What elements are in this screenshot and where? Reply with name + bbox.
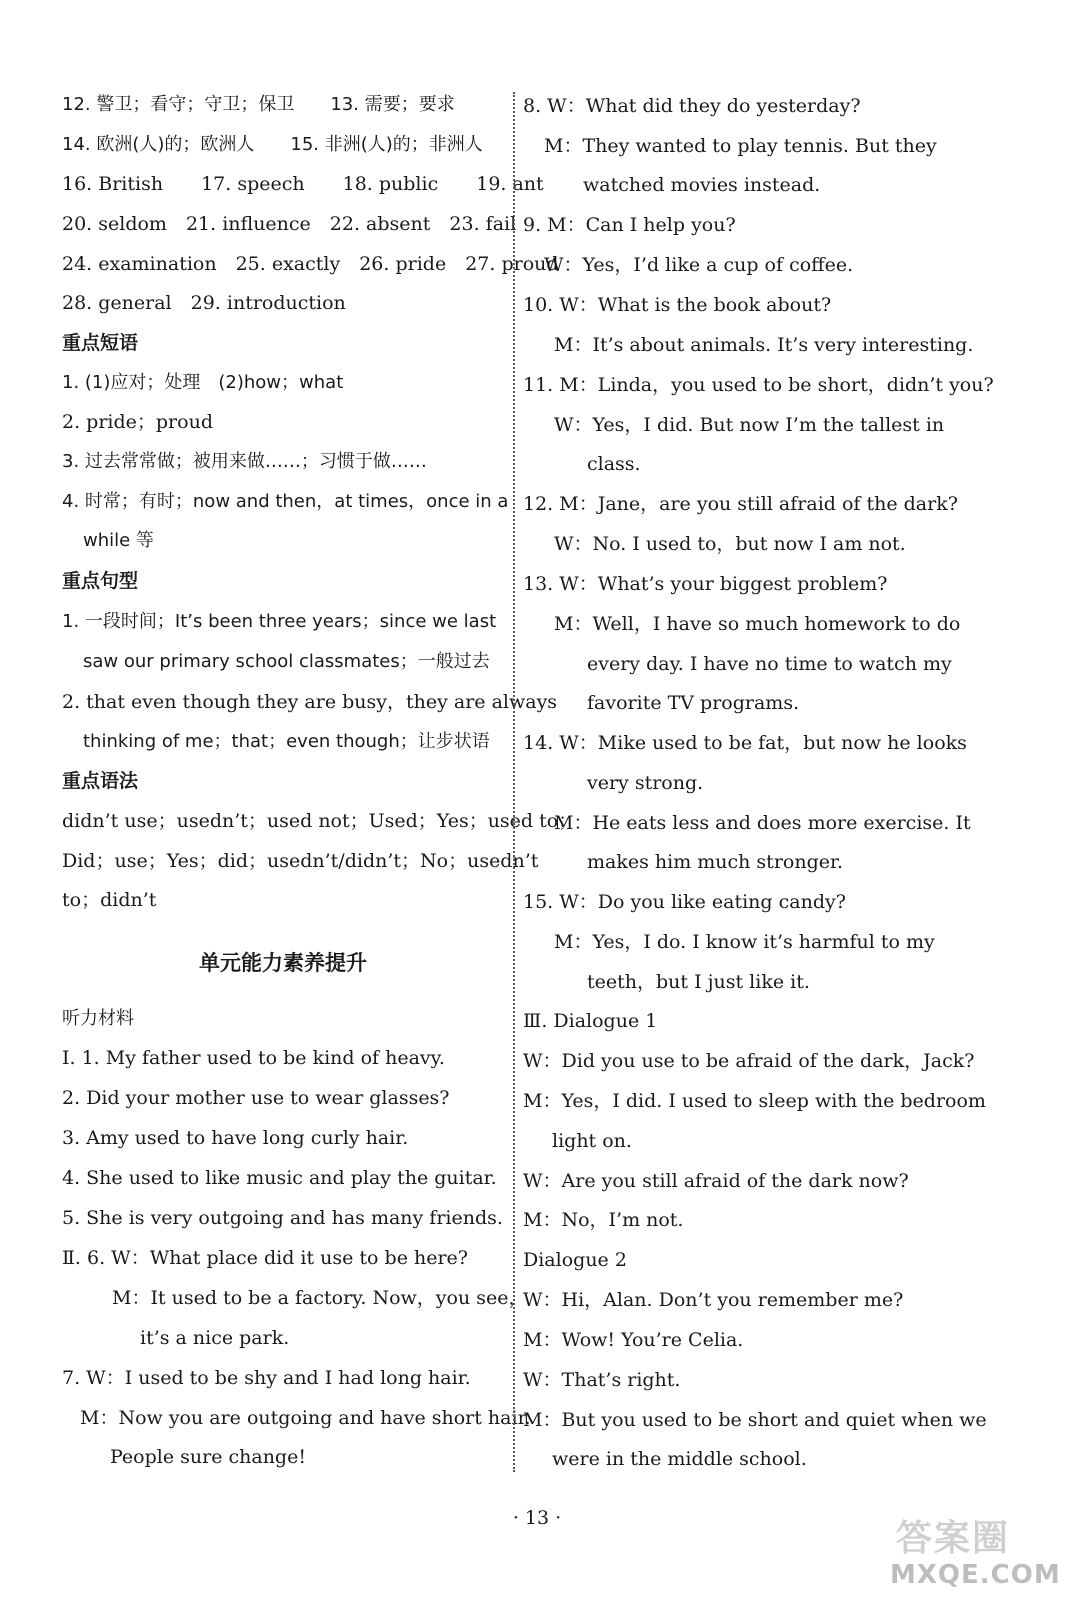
dialogue-line: 14. W：Mike used to be fat，but now he looks bbox=[523, 732, 967, 754]
listening-line: 7. W：I used to be shy and I had long hair. bbox=[62, 1367, 471, 1389]
grammar-line: to；didn’t bbox=[62, 889, 157, 911]
dialogue-line: W：Are you still afraid of the dark now? bbox=[523, 1170, 909, 1192]
phrase-line: 1. (1)应对；处理 (2)how；what bbox=[62, 372, 344, 393]
watermark-bottom-text: MXQE.COM bbox=[890, 1560, 1061, 1590]
dialogue-line: 11. M：Linda，you used to be short，didn’t you? bbox=[523, 374, 994, 396]
listening-line: 3. Amy used to have long curly hair. bbox=[62, 1127, 409, 1149]
watermark-logo bbox=[888, 1510, 1066, 1596]
dialogue-line: W：Did you use to be afraid of the dark，Jack? bbox=[523, 1050, 975, 1072]
grammar-heading: 重点语法 bbox=[62, 770, 139, 792]
sentence-line: 1. 一段时间；It’s been three years；since we last bbox=[62, 611, 497, 632]
phrase-line: 3. 过去常常做；被用来做……；习惯于做…… bbox=[62, 451, 427, 472]
phrases-heading: 重点短语 bbox=[62, 332, 139, 354]
dialogue-line: teeth，but I just like it. bbox=[587, 971, 810, 993]
dialogue-line: W：Hi，Alan. Don’t you remember me? bbox=[523, 1289, 904, 1311]
sentence-line: 2. that even though they are busy，they are always bbox=[62, 691, 558, 713]
dialogue-line: 12. M：Jane，are you still afraid of the dark? bbox=[523, 493, 958, 515]
grammar-line: Did；use；Yes；did；usedn’t/didn’t；No；usedn’t bbox=[62, 850, 539, 872]
listening-line: it’s a nice park. bbox=[140, 1327, 290, 1349]
vocab-line: 14. 欧洲(人)的；欧洲人 15. 非洲(人)的；非洲人 bbox=[62, 134, 483, 155]
dialogue-line: W：No. I used to，but now I am not. bbox=[554, 533, 906, 555]
listening-line: M：Now you are outgoing and have short hair. bbox=[80, 1407, 531, 1429]
dialogue-line: W：That’s right. bbox=[523, 1369, 681, 1391]
vocab-line: 24. examination 25. exactly 26. pride 27. proud bbox=[62, 253, 559, 275]
phrase-line: 2. pride；proud bbox=[62, 411, 213, 433]
sentences-heading: 重点句型 bbox=[62, 570, 139, 592]
dialogue-line: M：They wanted to play tennis. But they bbox=[544, 135, 937, 157]
dialogue-line: were in the middle school. bbox=[552, 1448, 807, 1470]
dialogue-line: favorite TV programs. bbox=[587, 692, 800, 714]
sentence-line: saw our primary school classmates；一般过去 bbox=[83, 651, 490, 672]
listening-line: M：It used to be a factory. Now，you see， bbox=[112, 1287, 528, 1309]
listening-line: Ⅰ. 1. My father used to be kind of heavy. bbox=[62, 1047, 445, 1069]
section-title: 单元能力素养提升 bbox=[199, 951, 367, 975]
dialogue-line: M：Wow! You’re Celia. bbox=[523, 1329, 744, 1351]
phrase-line: 4. 时常；有时；now and then，at times，once in a bbox=[62, 491, 509, 512]
dialogue-line: 10. W：What is the book about? bbox=[523, 294, 832, 316]
dialogue-line: M：It’s about animals. It’s very interesting. bbox=[554, 334, 974, 356]
dialogue-line: 15. W：Do you like eating candy? bbox=[523, 891, 846, 913]
dialogue-line: M：He eats less and does more exercise. It bbox=[554, 812, 971, 834]
listening-heading: 听力材料 bbox=[62, 1008, 134, 1029]
dialogue-line: class. bbox=[587, 453, 641, 475]
dialogue-line: every day. I have no time to watch my bbox=[587, 653, 952, 675]
dialogue-line: W：Yes，I did. But now I’m the tallest in bbox=[554, 414, 945, 436]
sentence-line: thinking of me；that；even though；让步状语 bbox=[83, 731, 490, 752]
listening-line: Ⅱ. 6. W：What place did it use to be here? bbox=[62, 1247, 468, 1269]
dialogue-line: M：Yes，I do. I know it’s harmful to my bbox=[554, 931, 935, 953]
watermark-top-text: 答案圈 bbox=[896, 1518, 1011, 1559]
dialogue-line: Ⅲ. Dialogue 1 bbox=[523, 1010, 658, 1032]
dialogue-line: light on. bbox=[552, 1130, 632, 1152]
dialogue-line: watched movies instead. bbox=[583, 174, 821, 196]
dialogue-line: M：Yes，I did. I used to sleep with the bedroom bbox=[523, 1090, 986, 1112]
phrase-line: while 等 bbox=[83, 530, 154, 551]
vocab-line: 12. 警卫；看守；守卫；保卫 13. 需要；要求 bbox=[62, 94, 455, 115]
listening-line: 4. She used to like music and play the guitar. bbox=[62, 1167, 497, 1189]
dialogue-line: M：But you used to be short and quiet when we bbox=[523, 1409, 987, 1431]
dialogue-line: W：Yes，I’d like a cup of coffee. bbox=[544, 254, 854, 276]
dialogue-line: makes him much stronger. bbox=[587, 851, 844, 873]
page-number: · 13 · bbox=[512, 1507, 562, 1529]
listening-line: 5. She is very outgoing and has many friends. bbox=[62, 1207, 503, 1229]
vocab-line: 16. British 17. speech 18. public 19. ant bbox=[62, 173, 544, 195]
vocab-line: 28. general 29. introduction bbox=[62, 292, 346, 314]
vocab-line: 20. seldom 21. influence 22. absent 23. fail bbox=[62, 213, 517, 235]
dialogue-line: M：Well，I have so much homework to do bbox=[554, 613, 961, 635]
dialogue-line: Dialogue 2 bbox=[523, 1249, 627, 1271]
column-divider bbox=[513, 92, 515, 1472]
dialogue-line: 9. M：Can I help you? bbox=[523, 214, 736, 236]
dialogue-line: 13. W：What’s your biggest problem? bbox=[523, 573, 888, 595]
dialogue-line: 8. W：What did they do yesterday? bbox=[523, 95, 861, 117]
grammar-line: didn’t use；usedn’t；used not；Used；Yes；used to； bbox=[62, 810, 578, 832]
dialogue-line: very strong. bbox=[587, 772, 704, 794]
listening-line: 2. Did your mother use to wear glasses? bbox=[62, 1087, 450, 1109]
listening-line: People sure change! bbox=[110, 1446, 306, 1468]
dialogue-line: M：No，I’m not. bbox=[523, 1209, 684, 1231]
